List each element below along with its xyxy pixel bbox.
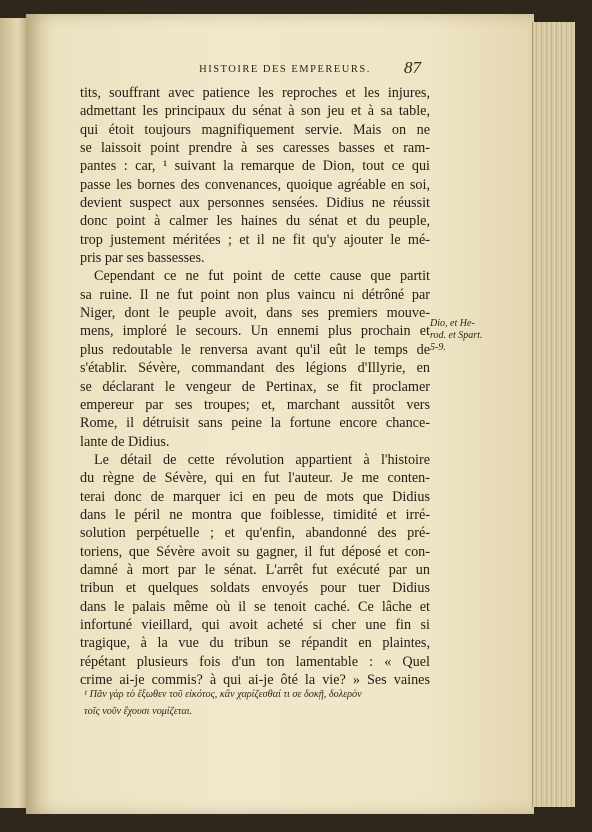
text-line: Niger, dont le peuple avoit, dans ses premiers mouve- [80,305,430,322]
text-line: damné à mort par le sénat. L'arrêt fut exécuté par un [80,561,430,578]
text-line: admettant les principaux du sénat à son jeu et à sa table, [80,103,430,120]
margin-note-line: Dio, et He- [430,318,475,329]
footnote-line: ¹ Πᾶν γὰρ τὸ ἔξωθεν τοῦ εἰκότος, κἂν χαρίζεσθαί τι σε δοκῇ, δολερὸν [84,689,362,700]
text-line: pantes : car, ¹ suivant la remarque de Dion, tout ce qui [80,158,430,175]
text-line: Cependant ce ne fut point de cette cause que partit [94,268,430,285]
text-line: plus redoutable le renversa avant qu'il eût le temps de [80,341,430,358]
running-title: HISTOIRE DES EMPEREURS. [199,64,371,75]
text-line: tragique, à la vue du tribun se répandit en plaintes, [80,635,430,652]
text-line: du règne de Sévère, qui en fut l'auteur. Je me conten- [80,470,430,487]
text-line: passe les bornes des convenances, quoique agréable en soi, [80,176,430,193]
text-line: se déclarant le vengeur de Pertinax, se fit proclamer [80,378,430,395]
text-line: Le détail de cette révolution appartient à l'histoire [94,451,430,468]
page-number: 87 [404,58,421,77]
text-line: trop justement méritées ; et il ne fit qu'y ajouter le mé- [80,231,430,248]
text-line: dans le péril ne montra que foiblesse, timidité et irré- [80,506,430,523]
text-line: mens, imploré le secours. Un ennemi plus prochain et [80,323,430,340]
text-line: s'établir. Sévère, commandant des légions d'Illyrie, en [80,360,430,377]
text-line: pris par ses bassesses. [80,250,205,267]
footnote-line: τοῖς νοῦν ἔχουσι νομίζεται. [84,706,193,717]
text-line: crime ai-je commis? à qui ai-je ôté la vie? » Ses vaines [80,672,430,688]
text-line: répétant plusieurs fois d'un ton lamentable : « Quel [80,653,430,670]
text-line: sa ruine. Il ne fut point non plus vaincu ni détrôné par [80,286,430,303]
text-line: devient suspect aux personnes sensées. Didius ne réussit [80,195,430,212]
text-line: Rome, il détruisit sans peine la fortune encore chance- [80,415,430,432]
text-line: qui étoit toujours magnifiquement servie. Mais on ne [80,121,430,138]
margin-note-line: 5-9. [430,342,446,353]
text-line: tits, souffrant avec patience les reproches et les injures, [80,85,430,101]
margin-note [430,318,490,354]
margin-note-line: rod. et Spart. [430,330,483,341]
text-line: empereur par ses troupes; et, marchant aussitôt vers [80,396,430,413]
body-text [80,84,430,689]
text-line: infortuné vieillard, qui avoit acheté si cher une fin si [80,616,430,633]
page-edges [532,22,575,807]
footnote [84,686,440,720]
text-line: solution perpétuelle ; et qu'enfin, abandonné des pré- [80,525,430,542]
text-line: se laissoit point prendre à ses caresses basses et ram- [80,140,430,157]
text-line: terai donc de marquer ici en peu de mots que Didius [80,488,430,505]
text-line: donc point à calmer les haines du sénat et du peuple, [80,213,430,230]
text-line: lante de Didius. [80,433,170,450]
text-line: tribun et quelques soldats envoyés pour tuer Didius [80,580,430,597]
text-line: toriens, que Sévère avoit su gagner, il fut déposé et con- [80,543,430,560]
text-line: dans le palais même où il se tenoit caché. Ce lâche et [80,598,430,615]
